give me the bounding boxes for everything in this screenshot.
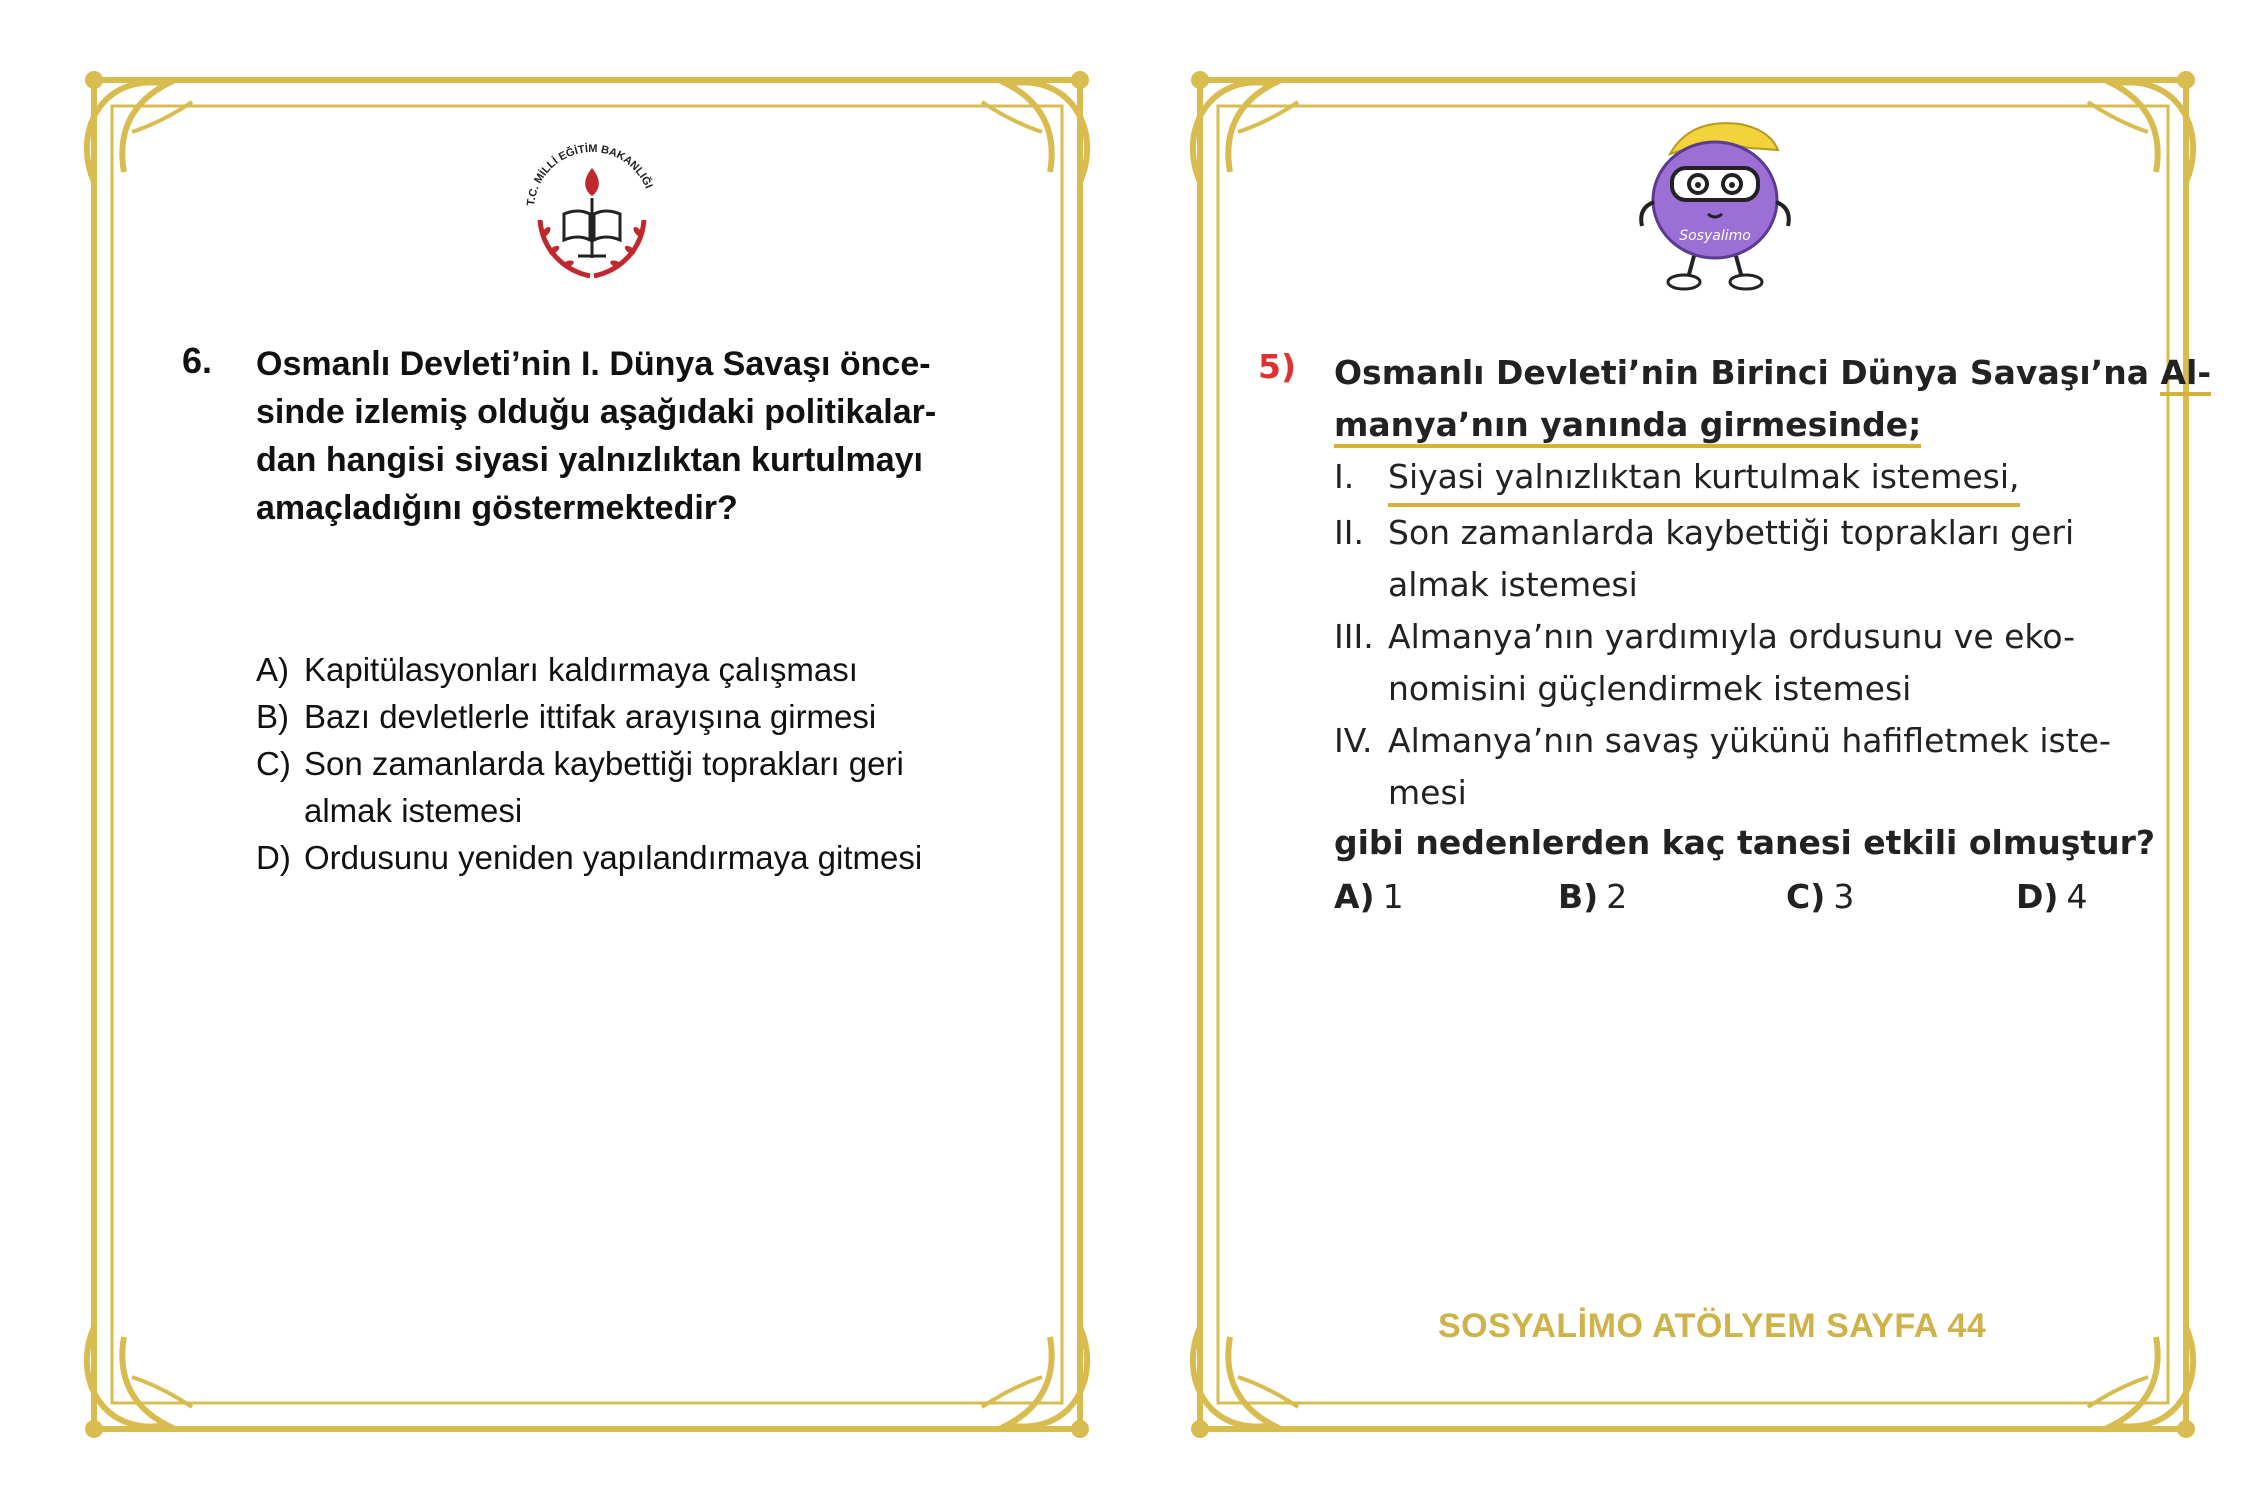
stem-line: dan hangisi siyasi yalnızlıktan kurtulmayı [256,441,924,479]
sosyalimo-mascot-icon [1630,110,1800,292]
meb-emblem-icon [512,128,672,288]
statement-text: Son zamanlarda kaybettiği toprakları geri [1388,513,2075,552]
choice-a[interactable] [1334,871,1404,923]
stem-line: Osmanlı Devleti’nin I. Dünya Savaşı önce- [256,345,931,383]
left-question-card [72,62,1102,1447]
stem-line [1334,347,2212,399]
choice-c[interactable] [1786,871,1854,923]
statement-roman: II. [1334,513,1364,552]
choice-letter: B) [1558,877,1599,916]
option-c[interactable] [256,740,1036,787]
statement-i [1334,451,2154,507]
answer-options [256,646,1036,881]
choice-value: 2 [1606,877,1628,916]
statement-text: Siyasi yalnızlıktan kurtulmak istemesi, [1388,451,2020,507]
choice-value: 4 [2066,877,2088,916]
svg-text:T.C. MİLLİ EĞİTİM BAKANLIĞI: T.C. MİLLİ EĞİTİM BAKANLIĞI [525,142,655,207]
question-closing: gibi nedenlerden kaç tanesi etkili olmuştur? [1334,823,2156,862]
option-text: Kapitülasyonları kaldırmaya çalışması [304,651,858,688]
question-stem [256,340,1036,532]
option-text: Bazı devletlerle ittifak arayışına girmesi [304,698,877,735]
statement-continuation: nomisini güçlendirmek istemesi [1388,669,1912,708]
statement-continuation: almak istemesi [1388,565,1638,604]
statement-iv [1334,715,2154,767]
stem-line-1-text: Osmanlı Devleti’nin Birinci Dünya Savaşı’na [1334,353,2149,392]
option-letter: A) [256,651,289,688]
stem-line: sinde izlemiş olduğu aşağıdaki politikalar- [256,393,937,431]
statement-roman: I. [1334,457,1355,496]
statement-roman: IV. [1334,721,1373,760]
svg-text:Sosyalimo: Sosyalimo [1679,228,1751,244]
statement-list [1334,451,2154,819]
stem-line: amaçladığını göstermektedir? [256,489,738,527]
option-text: Son zamanlarda kaybettiği toprakları geri [304,745,904,782]
option-b[interactable] [256,693,1036,740]
stem-line-2-underlined: manya’nın yanında girmesinde; [1334,405,1921,448]
statement-text: Almanya’nın savaş yükünü hafifletmek iste- [1388,721,2111,760]
option-letter: C) [256,745,291,782]
question-stem [1334,347,2212,451]
option-letter: B) [256,698,289,735]
option-a[interactable] [256,646,1036,693]
statement-iii [1334,611,2154,663]
choice-value: 1 [1382,877,1404,916]
question-number: 5) [1258,347,1297,386]
option-d[interactable] [256,834,1036,881]
statement-roman: III. [1334,617,1374,656]
choice-b[interactable] [1558,871,1627,923]
stem-line [1334,399,2154,451]
page-footer: SOSYALİMO ATÖLYEM SAYFA 44 [1438,1307,1987,1345]
choice-value: 3 [1833,877,1855,916]
statement-text: Almanya’nın yardımıyla ordusunu ve eko- [1388,617,2076,656]
question-number: 6. [182,340,213,381]
statement-continuation: mesi [1388,773,1467,812]
stem-line-1-underlined: Al- [2160,353,2211,396]
choice-letter: C) [1786,877,1826,916]
choice-d[interactable] [2016,871,2087,923]
choice-letter: D) [2016,877,2059,916]
choice-letter: A) [1334,877,1375,916]
option-letter: D) [256,839,291,876]
right-question-card [1178,62,2212,1447]
option-text-continuation: almak istemesi [304,792,523,829]
statement-ii [1334,507,2154,559]
option-text: Ordusunu yeniden yapılandırmaya gitmesi [304,839,923,876]
